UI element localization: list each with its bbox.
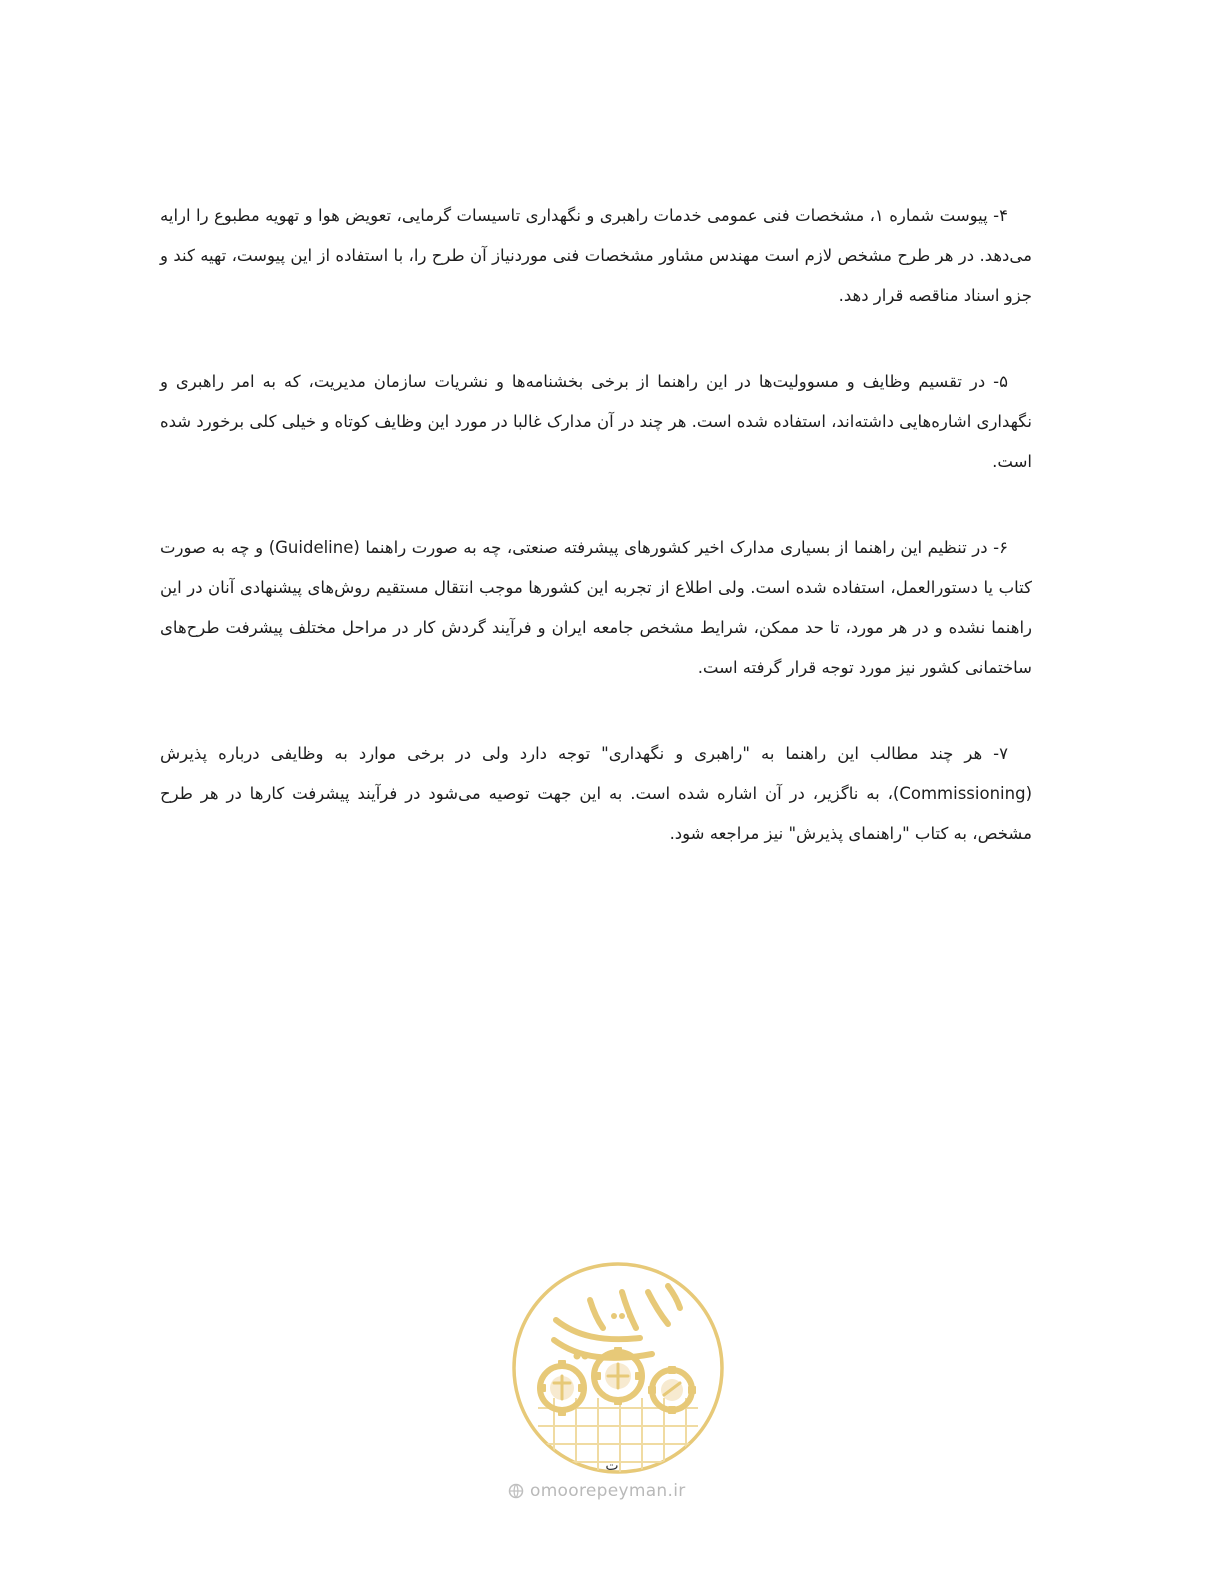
footer-logo (498, 1258, 738, 1478)
page-number: ت (605, 1458, 619, 1474)
paragraph-4: ۴- پیوست شماره ۱، مشخصات فنی عمومی خدمات راهبری و نگهداری تاسیسات گرمایی، تعویض هوا و تهویه مطبوع را ارایه می‌دهد. در هر طرح مشخص لازم است مهندس مشاور مشخصات فنی موردنیاز آن طرح را، با استفاده از این پیوست، تهیه کند و جزو اسناد مناقصه قرار دهد. (160, 206, 1032, 305)
watermark-text: omoorepeyman.ir (530, 1481, 686, 1501)
paragraph-5: ۵- در تقسیم وظایف و مسوولیت‌ها در این راهنما از برخی بخشنامه‌ها و نشریات سازمان مدیریت، که به امر راهبری و نگهداری اشاره‌هایی داشته‌اند، استفاده شده است. هر چند در آن مدارک غالبا در مورد این وظایف کوتاه و خیلی کلی برخورد شده است. (160, 372, 1032, 471)
paragraph-6: ۶- در تنظیم این راهنما از بسیاری مدارک اخیر کشورهای پیشرفته صنعتی، چه به صورت راهنما (Guideline) و چه به صورت کتاب یا دستورالعمل، استفاده شده است. ولی اطلاع از تجربه این کشورها موجب انتقال مستقیم روش‌های پیشنهادی آنان در این راهنما نشده و در هر مورد، تا حد ممکن، شرایط مشخص جامعه ایران و فرآیند گردش کار در مراحل مختلف پیشرفت طرح‌های ساختمانی کشور نیز مورد توجه قرار گرفته است. (160, 538, 1032, 677)
globe-icon (508, 1483, 524, 1499)
document-body (160, 196, 1032, 854)
paragraph-7: ۷- هر چند مطالب این راهنما به "راهبری و نگهداری" توجه دارد ولی در برخی موارد به وظایفی درباره پذیرش (Commissioning)، به ناگزیر، در آن اشاره شده است. به این جهت توصیه می‌شود در فرآیند پیشرفت کارها در هر طرح مشخص، به کتاب "راهنمای پذیرش" نیز مراجعه شود. (160, 744, 1032, 843)
site-watermark (508, 1478, 708, 1504)
gear-seal-logo-icon (498, 1258, 738, 1478)
